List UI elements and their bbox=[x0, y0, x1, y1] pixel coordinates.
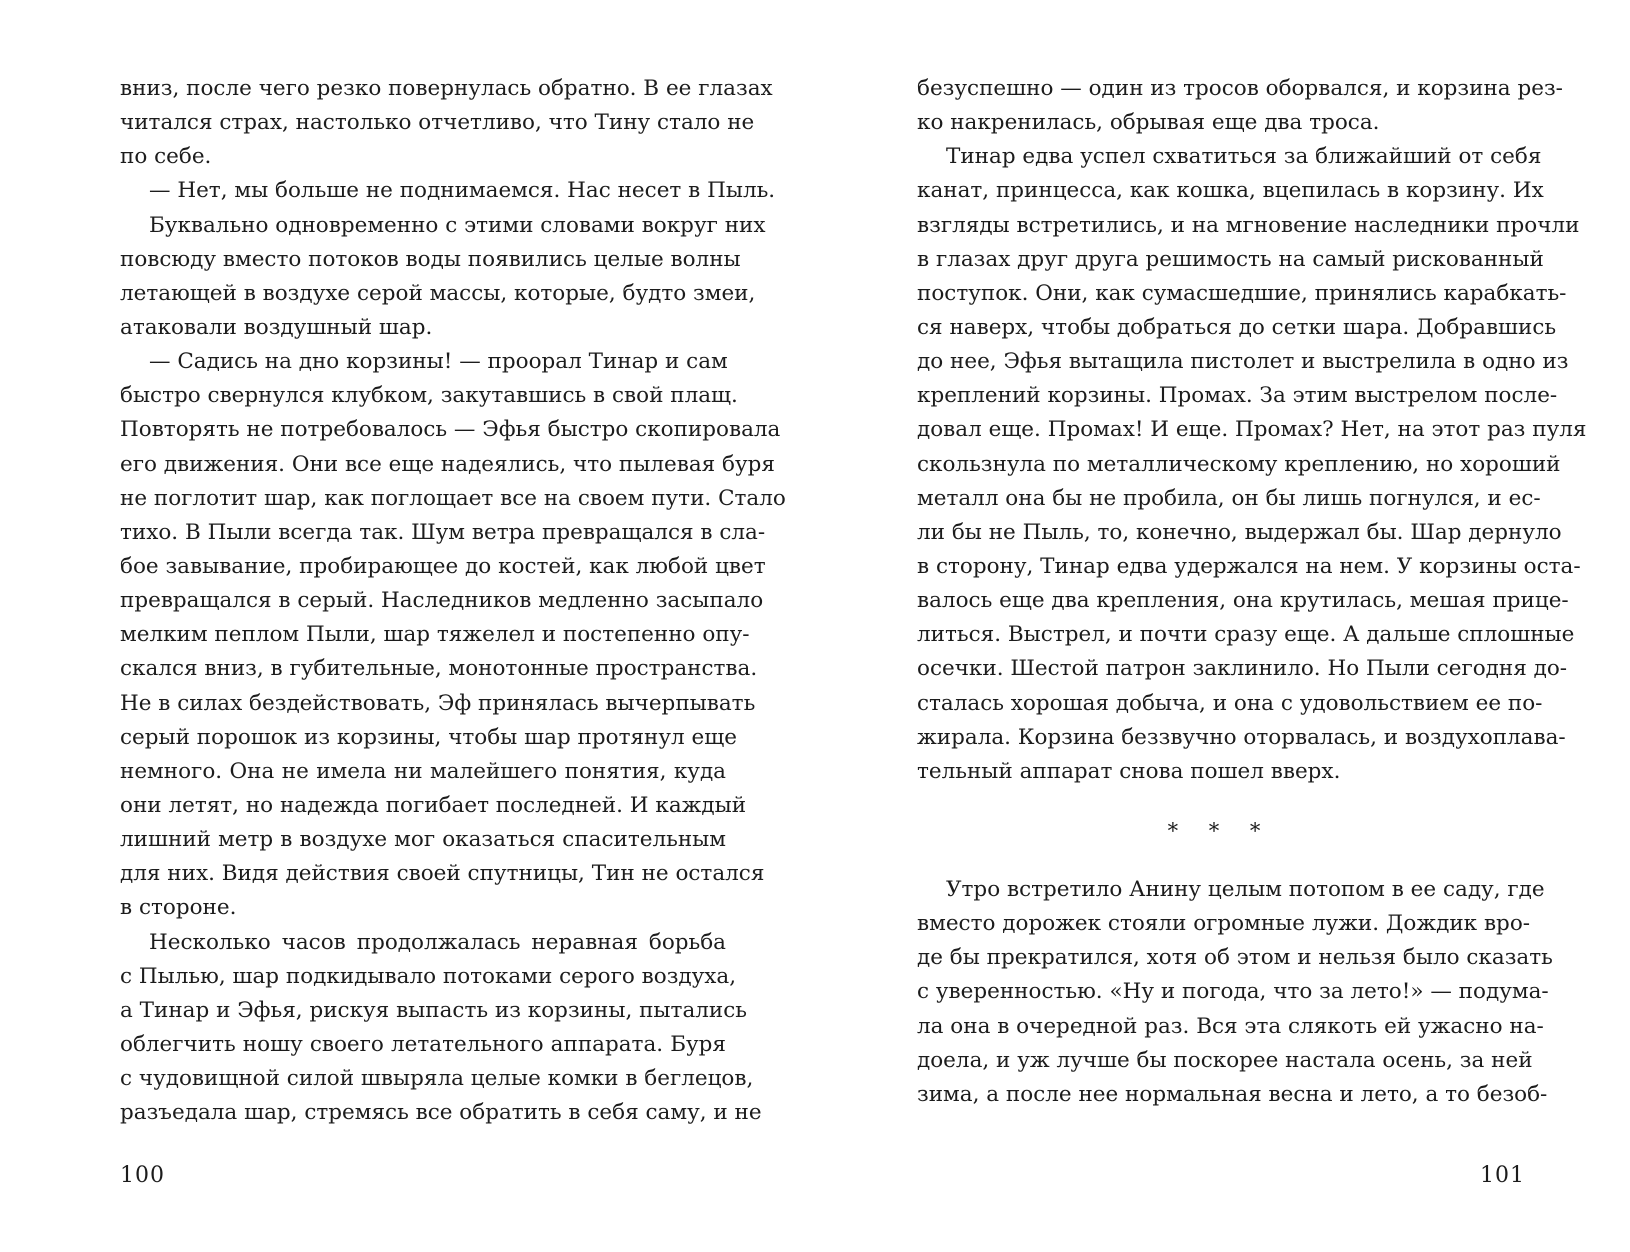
left-page bbox=[120, 72, 786, 1130]
text-line: безуспешно — один из тросов оборвался, и корзина рез- bbox=[917, 76, 1563, 101]
text-line: облегчить ношу своего летательного аппарата. Буря bbox=[120, 1031, 726, 1057]
text-line: они летят, но надежда погибает последней. И каждый bbox=[120, 792, 747, 818]
text-line: в сторону, Тинар едва удержался на нем. У корзины оста- bbox=[917, 553, 1581, 579]
page-number-right: 101 bbox=[1480, 1163, 1525, 1188]
text-line: де бы прекратился, хотя об этом и нельзя было сказать bbox=[917, 945, 1553, 971]
text-line: сталась хорошая добыча, и она с удовольствием ее по- bbox=[917, 690, 1543, 716]
text-line: а Тинар и Эфья, рискуя выпасть из корзины, пытались bbox=[120, 997, 747, 1023]
text-line: довал еще. Промах! И еще. Промах? Нет, на этот раз пуля bbox=[917, 417, 1587, 443]
text-line: его движения. Они все еще надеялись, что пылевая буря bbox=[120, 451, 775, 477]
text-line: ся наверх, чтобы добраться до сетки шара. Добравшись bbox=[917, 314, 1557, 340]
text-line: повсюду вместо потоков воды появились целые волны bbox=[120, 246, 741, 272]
text-line: серый порошок из корзины, чтобы шар протянул еще bbox=[120, 724, 737, 750]
text-line: скользнула по металлическому креплению, но хороший bbox=[917, 451, 1561, 477]
text-line: лишний метр в воздухе мог оказаться спасительным bbox=[120, 827, 726, 853]
text-line: быстро свернулся клубком, закутавшись в свой плащ. bbox=[120, 383, 738, 409]
text-line: Не в силах бездействовать, Эф принялась вычерпывать bbox=[120, 690, 756, 716]
text-line: для них. Видя действия своей спутницы, Тин не остался bbox=[120, 861, 765, 887]
text-line: металл она бы не пробила, он бы лишь погнулся, и ес- bbox=[917, 485, 1541, 511]
text-line: скался вниз, в губительные, монотонные пространства. bbox=[120, 656, 758, 682]
text-line: превращался в серый. Наследников медленно засыпало bbox=[120, 588, 764, 614]
text-line: немного. Она не имела ни малейшего понятия, куда bbox=[120, 758, 726, 784]
text-line: не поглотит шар, как поглощает все на своем пути. Стало bbox=[120, 485, 786, 511]
text-line: взгляды встретились, и на мгновение наследники прочли bbox=[917, 212, 1580, 238]
text-line: мелким пеплом Пыли, шар тяжелел и постепенно опу- bbox=[120, 622, 750, 648]
text-line: ко накренилась, обрывая еще два троса. bbox=[917, 110, 1380, 136]
text-line: Повторять не потребовалось — Эфья быстро скопировала bbox=[120, 417, 781, 443]
text-line: Утро встретило Анину целым потопом в ее саду, где bbox=[946, 876, 1545, 902]
text-line: в стороне. bbox=[120, 895, 237, 921]
text-line: тельный аппарат снова пошел вверх. bbox=[917, 758, 1341, 784]
text-line: — Нет, мы больше не поднимаемся. Нас несет в Пыль. bbox=[149, 178, 776, 204]
text-line: ли бы не Пыль, то, конечно, выдержал бы. Шар дернуло bbox=[917, 519, 1562, 545]
text-line: — Садись на дно корзины! — проорал Тинар и сам bbox=[149, 349, 728, 375]
text-line: Несколько часов продолжалась неравная борьба bbox=[149, 929, 726, 955]
text-line: летающей в воздухе серой массы, которые, будто змеи, bbox=[120, 280, 756, 306]
text-line: осечки. Шестой патрон заклинило. Но Пыли сегодня до- bbox=[917, 656, 1568, 682]
section-break: * * * bbox=[1167, 818, 1273, 843]
text-line: литься. Выстрел, и почти сразу еще. А дальше сплошные bbox=[917, 622, 1575, 648]
text-line: ла она в очередной раз. Вся эта слякоть ей ужасно на- bbox=[917, 1013, 1544, 1039]
text-line: по себе. bbox=[120, 144, 212, 170]
text-line: до нее, Эфья вытащила пистолет и выстрелила в одно из bbox=[917, 349, 1569, 375]
text-line: доела, и уж лучше бы поскорее настала осень, за ней bbox=[917, 1047, 1533, 1073]
text-line: бое завывание, пробирающее до костей, как любой цвет bbox=[120, 553, 766, 579]
text-line: с уверенностью. «Ну и погода, что за лето!» — подума- bbox=[917, 979, 1549, 1005]
page-number-left: 100 bbox=[120, 1163, 165, 1188]
text-line: жирала. Корзина беззвучно оторвалась, и воздухоплава- bbox=[917, 724, 1566, 750]
text-line: креплений корзины. Промах. За этим выстрелом после- bbox=[917, 383, 1558, 409]
text-line: зима, а после нее нормальная весна и лето, а то безоб- bbox=[917, 1081, 1548, 1107]
text-line: разъедала шар, стремясь все обратить в себя саму, и не bbox=[120, 1100, 762, 1126]
text-line: с Пылью, шар подкидывало потоками серого воздуха, bbox=[120, 963, 737, 989]
text-line: канат, принцесса, как кошка, вцепилась в корзину. Их bbox=[917, 178, 1544, 204]
text-line: с чудовищной силой швыряла целые комки в беглецов, bbox=[120, 1066, 754, 1092]
text-line: читался страх, настолько отчетливо, что Тину стало не bbox=[120, 110, 755, 136]
text-line: поступок. Они, как сумасшедшие, принялись карабкать- bbox=[917, 280, 1567, 306]
text-line: тихо. В Пыли всегда так. Шум ветра превращался в сла- bbox=[120, 519, 766, 545]
text-line: Буквально одновременно с этими словами вокруг них bbox=[149, 212, 766, 238]
text-line: вместо дорожек стояли огромные лужи. Дождик вро- bbox=[917, 911, 1531, 937]
text-line: валось еще два крепления, она крутилась, мешая прице- bbox=[917, 588, 1569, 614]
text-line: Тинар едва успел схватиться за ближайший от себя bbox=[946, 144, 1542, 170]
right-page bbox=[917, 72, 1587, 1112]
text-line: атаковали воздушный шар. bbox=[120, 314, 433, 340]
text-line: вниз, после чего резко повернулась обратно. В ее глазах bbox=[120, 76, 773, 101]
text-line: в глазах друг друга решимость на самый рискованный bbox=[917, 246, 1544, 272]
